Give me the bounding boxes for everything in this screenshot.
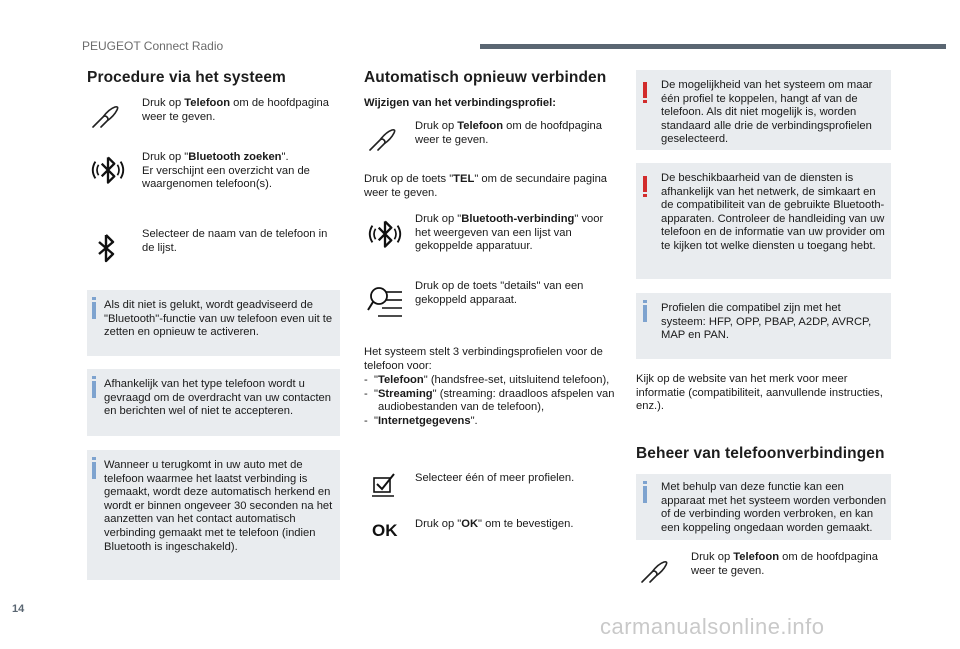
info-icon <box>643 486 647 503</box>
info-box <box>87 369 340 436</box>
step-text: Druk op Telefoon om de hoofdpagina weer te geven. <box>691 551 878 577</box>
watermark: carmanualsonline.info <box>600 614 825 639</box>
checkbox-icon <box>364 466 404 506</box>
paragraph-website: Kijk op de website van het merk voor meer informatie (compatibiliteit, aanvullende instructies, enz.). <box>636 373 883 413</box>
step-text: Druk op "Bluetooth-verbinding" voor het weergeven van een lijst van gekoppelde apparatuur. <box>415 213 604 253</box>
heading-auto-reconnect: Automatisch opnieuw verbinden <box>364 69 607 86</box>
info-box <box>87 450 340 580</box>
warning-box <box>636 163 891 279</box>
subheading-profile: Wijzigen van het verbindingsprofiel: <box>364 97 556 109</box>
list-item: - "Telefoon" (handsfree-set, uitsluitend telefoon), <box>364 374 610 386</box>
info-text: Met behulp van deze functie kan een apparaat met het systeem worden verbonden of de verbinding worden verbroken, en kan een koppeling ongedaan worden gemaakt. <box>661 481 887 534</box>
running-header: PEUGEOT Connect Radio <box>82 39 224 53</box>
bluetooth-icon <box>87 228 127 268</box>
info-text: Profielen die compatibel zijn met het systeem: HFP, OPP, PBAP, A2DP, AVRCP, MAP en PAN. <box>661 302 872 342</box>
step-text: Druk op Telefoon om de hoofdpagina weer te geven. <box>142 97 329 123</box>
list-item: - "Streaming" (streaming: draadloos afspelen van audiobestanden van de telefoon), <box>364 387 615 414</box>
warning-icon <box>643 176 647 192</box>
bluetooth-search-icon <box>87 149 129 191</box>
warning-icon <box>643 82 647 98</box>
profiles-list <box>364 374 624 428</box>
info-box <box>87 290 340 356</box>
step-text: Selecteer de naam van de telefoon in de lijst. <box>142 228 328 254</box>
list-item: - "Internetgegevens". <box>364 414 478 427</box>
info-icon <box>92 381 96 398</box>
info-box <box>636 474 891 540</box>
bluetooth-search-icon <box>364 213 406 255</box>
warning-text: De mogelijkheid van het systeem om maar één profiel te koppelen, hangt af van de telefoon. Als dit niet mogelijk is, worden standaard alle drie de verbindingsprofielen geselecteerd. <box>661 79 873 146</box>
info-text: Wanneer u terugkomt in uw auto met de telefoon waarmee het laatst verbinding is gemaakt, wordt deze automatisch herkend en wordt er binnen ongeveer 30 seconden na het aanzetten van het contact automatisch verbinding gemaakt met te telefoon (indien Bluetooth is ingeschakeld). <box>104 459 333 553</box>
step-text: Selecteer één of meer profielen. <box>415 472 575 484</box>
info-text: Afhankelijk van het type telefoon wordt u gevraagd om de overdracht van uw contacten en berichten wel of niet te accepteren. <box>104 378 331 418</box>
warning-text: De beschikbaarheid van de diensten is afhankelijk van het netwerk, de simkaart en de compatibiliteit van de gebruikte Bluetooth-apparaten. Controleer de handleiding van uw telefoon en de informatie van uw provider om te kijken tot welke diensten u toegang hebt. <box>661 172 885 252</box>
step-text: Druk op "OK" om te bevestigen. <box>415 518 574 530</box>
step-text: Druk op de toets "details" van een gekoppeld apparaat. <box>415 280 584 306</box>
details-list-icon <box>364 280 404 320</box>
warning-box <box>636 70 891 150</box>
heading-manage-connections: Beheer van telefoonverbindingen <box>636 445 885 462</box>
finger-tap-icon <box>364 118 404 158</box>
page-number: 14 <box>12 603 25 615</box>
info-icon <box>643 305 647 322</box>
info-box <box>636 293 891 359</box>
ok-icon: OK <box>372 521 398 540</box>
finger-tap-icon <box>636 550 676 590</box>
info-text: Als dit niet is gelukt, wordt geadviseerd de "Bluetooth"-functie van uw telefoon even uit te zetten en opnieuw te activeren. <box>104 299 333 339</box>
step-text: Druk op "Bluetooth zoeken". Er verschijnt een overzicht van de waargenomen telefoon(s). <box>142 151 310 191</box>
header-rule <box>480 44 946 49</box>
paragraph-tel: Druk op de toets "TEL" om de secundaire pagina weer te geven. <box>364 173 608 199</box>
info-icon <box>92 462 96 479</box>
paragraph-profiles-intro: Het systeem stelt 3 verbindingsprofielen voor de telefoon voor: <box>364 346 603 372</box>
info-icon <box>92 302 96 319</box>
heading-procedure: Procedure via het systeem <box>87 69 286 86</box>
finger-tap-icon <box>87 95 127 135</box>
step-text: Druk op Telefoon om de hoofdpagina weer te geven. <box>415 120 602 146</box>
